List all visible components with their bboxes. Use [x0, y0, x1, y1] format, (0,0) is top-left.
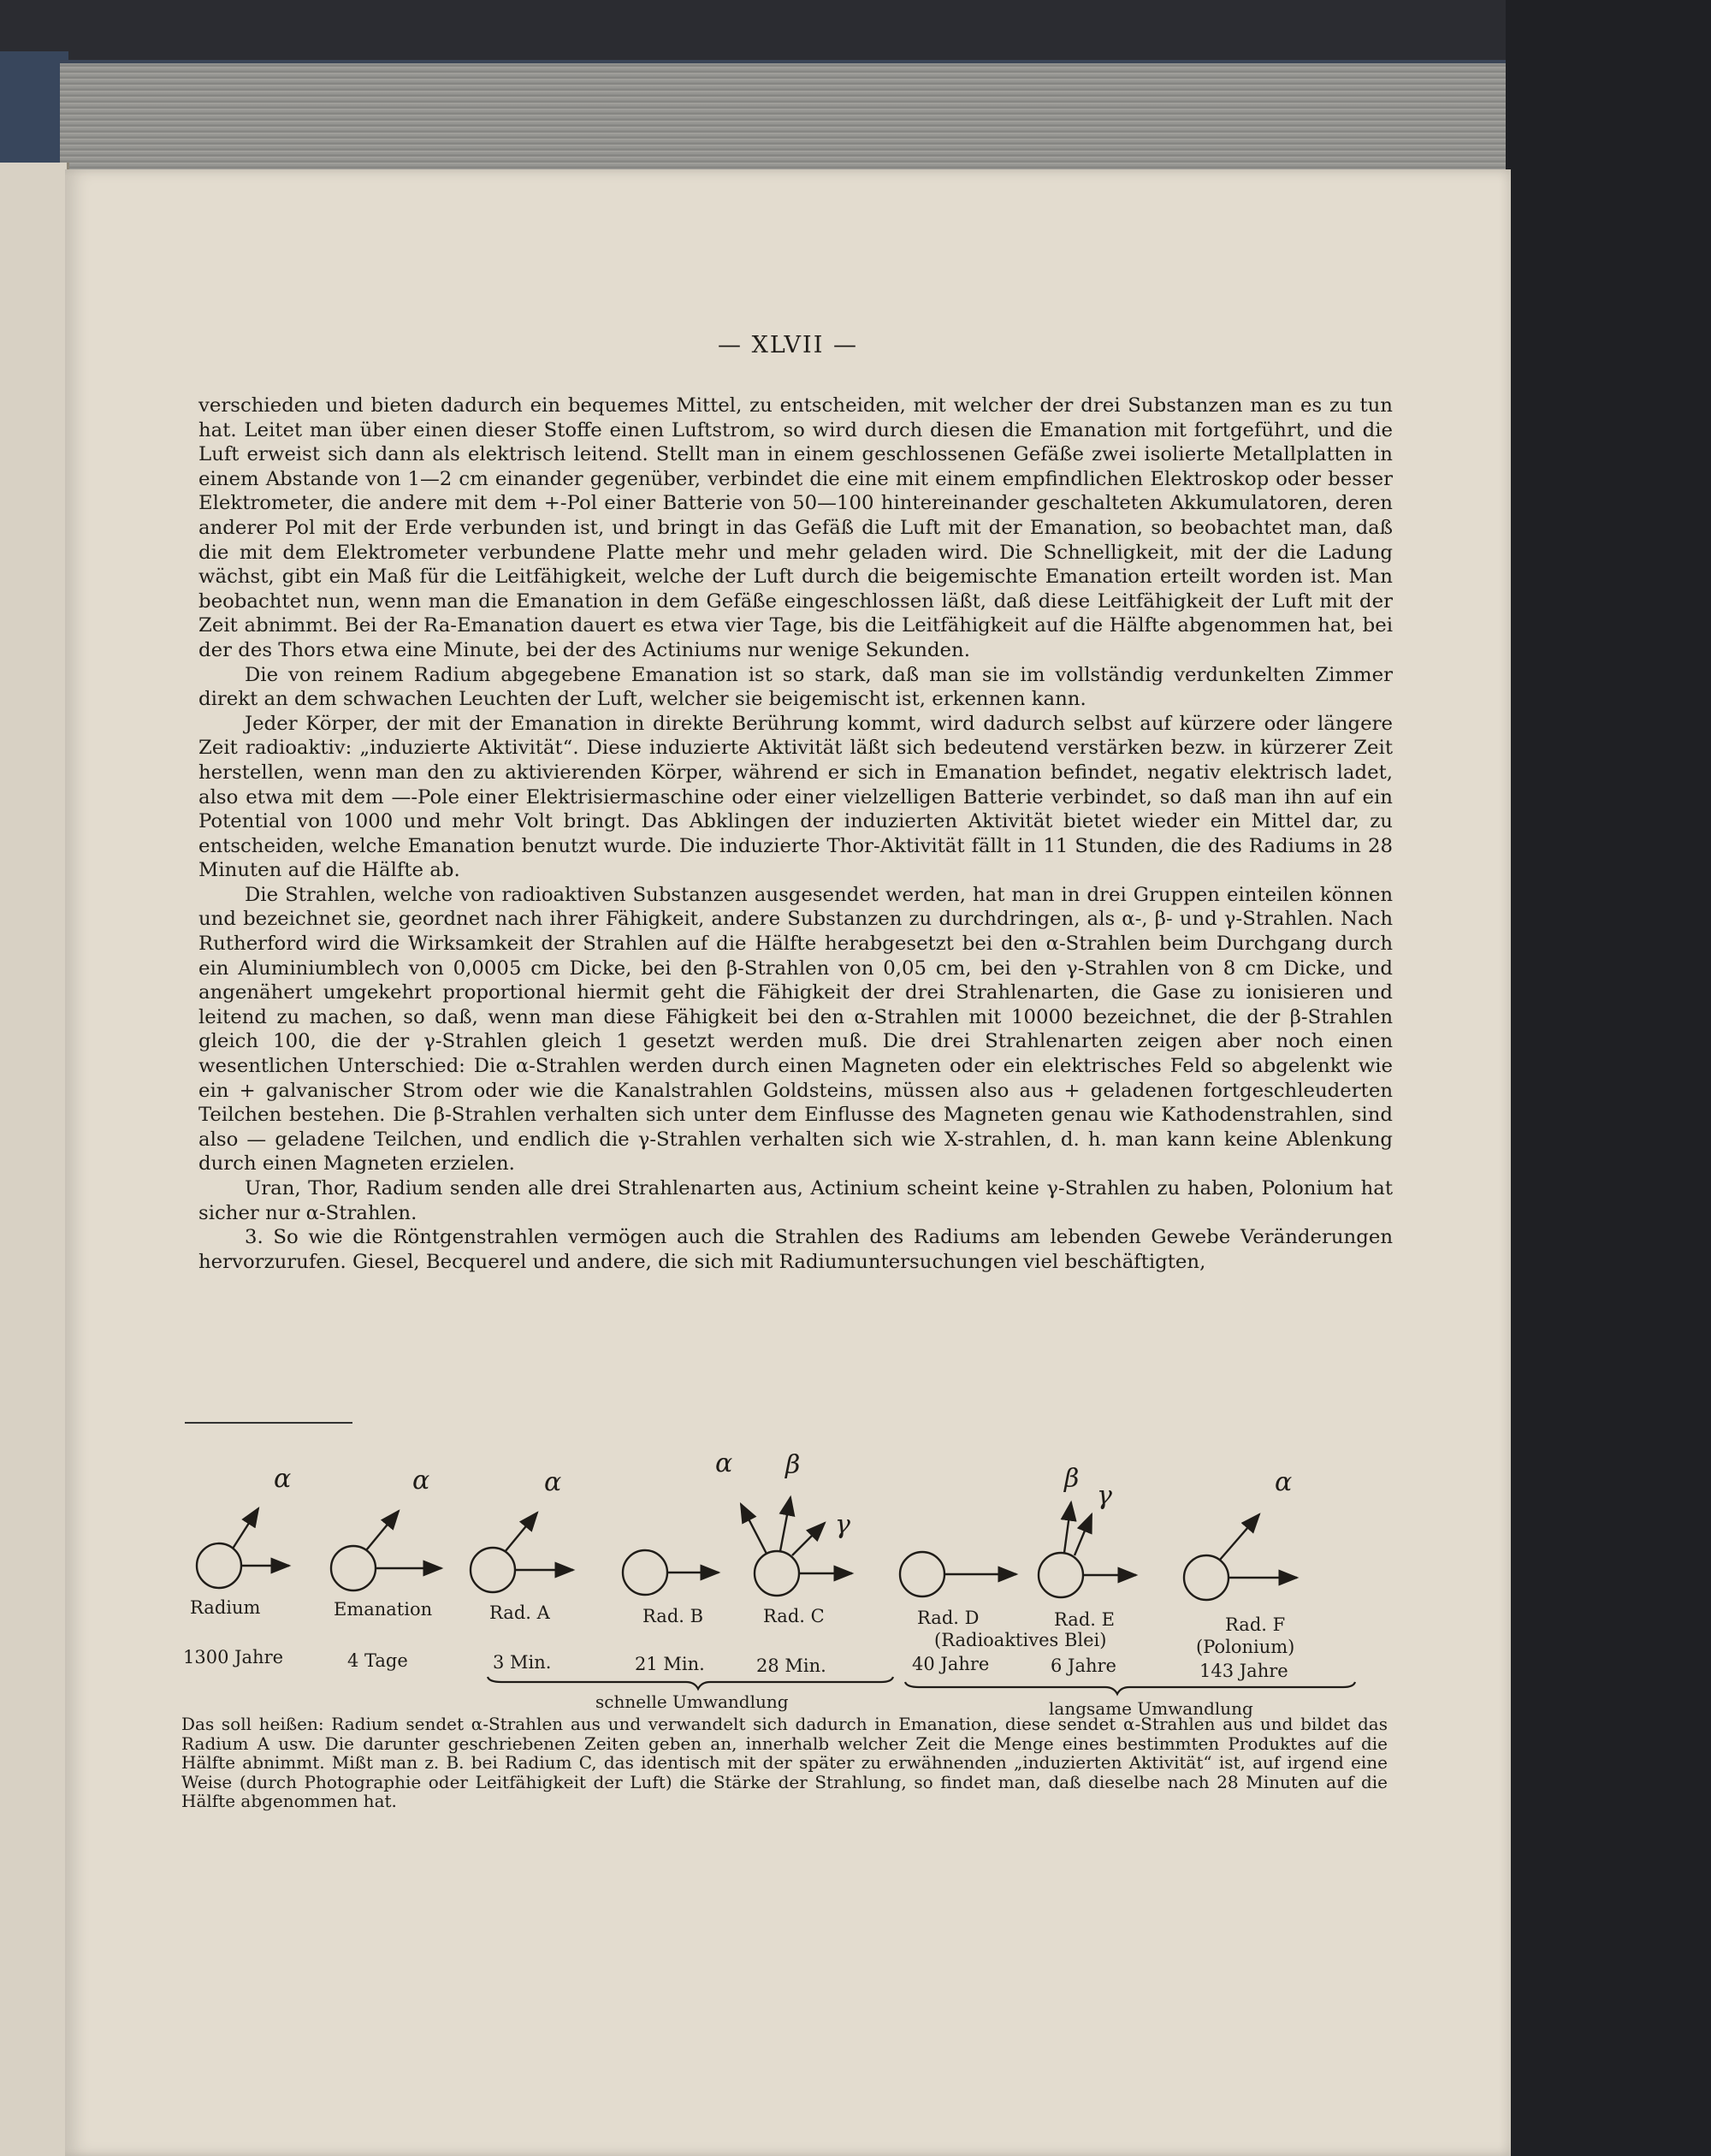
node-rad-d: [900, 1552, 1016, 1596]
ray-label: α: [715, 1448, 733, 1478]
ray-label: α: [274, 1464, 292, 1494]
node-emanation: [331, 1511, 441, 1590]
paragraph: 3. So wie die Röntgenstrahlen vermögen auch die Strahlen des Radiums am lebenden Gewebe Veränderungen hervorzurufen. Giesel, Becquerel und andere, die sich mit Radiumuntersuchungen viel beschäftigten,: [198, 1226, 1393, 1273]
node-label: Rad. E: [1054, 1609, 1115, 1630]
paragraph: Uran, Thor, Radium senden alle drei Strahlenarten aus, Actinium scheint keine γ-Strahlen zu haben, Polonium hat sicher nur α-Strahlen.: [198, 1177, 1393, 1224]
ray-label: γ: [835, 1510, 850, 1540]
group-brace-fast: [488, 1677, 893, 1689]
node-time: 1300 Jahre: [183, 1647, 284, 1667]
ray-alpha: [1220, 1514, 1259, 1560]
node-rad-a: [471, 1513, 573, 1592]
node-time: 143 Jahre: [1199, 1661, 1288, 1681]
node-circle: [471, 1548, 515, 1592]
node-label: Emanation: [334, 1599, 433, 1620]
node-rad-e: [1039, 1502, 1136, 1597]
ray-gamma: [1075, 1514, 1092, 1555]
node-label: Rad. B: [642, 1606, 704, 1626]
ray-gamma: [792, 1523, 825, 1555]
ray-label: β: [785, 1450, 801, 1480]
ray-alpha: [233, 1508, 258, 1549]
page-number: — XLVII —: [718, 332, 858, 358]
node-circle: [900, 1552, 944, 1596]
footnote-text: Das soll heißen: Radium sendet α-Strahlen aus und verwandelt sich dadurch in Emanation, diese sendet α-Strahlen aus und bildet das Radium A usw. Die darunter geschriebenen Zeiten geben an, innerhalb welcher Zeit die Menge eines bestimmten Produktes auf die Hälfte abnimmt. Mißt man z. B. bei Radium C, das identisch mit der später zu erwähnenden „induzierten Aktivität“ ist, auf irgend eine Weise (durch Photographie oder Leitfähigkeit der Luft) die Stärke der Strahlung, so findet man, daß dieselbe nach 28 Minuten auf die Hälfte abgenommen hat.: [181, 1714, 1388, 1811]
ray-beta: [780, 1497, 790, 1551]
paragraph: Die Strahlen, welche von radioaktiven Substanzen ausgesendet werden, hat man in drei Gruppen einteilen können und bezeichnet sie, geordnet nach ihrer Fähigkeit, andere Substanzen zu durchdringen, als α-, β- und γ-Strahlen. Nach Rutherford wird die Wirksamkeit der Strahlen auf die Hälfte herabgesetzt bei den α-Strahlen beim Durchgang durch ein Aluminiumblech von 0,0005 cm Dicke, bei den β-Strahlen von 0,05 cm, bei den γ-Strahlen von 8 cm Dicke, und angenähert umgekehrt proportional hiermit geht die Fähigkeit der drei Strahlenarten, die Gase zu ionisieren und leitend zu machen, so daß, wenn man diese Fähigkeit bei den α-Strahlen mit 10000 bezeichnet, die der β-Strahlen gleich 100, die der γ-Strahlen gleich 1 gesetzt werden muß. Die drei Strahlenarten zeigen aber noch einen wesentlichen Unterschied: Die α-Strahlen werden durch einen Magneten oder ein elektrisches Feld so abgelenkt wie ein + galvanischer Strom oder wie die Kanalstrahlen Goldsteins, müssen also aus + geladenen fortgeschleuderten Teilchen bestehen. Die β-Strahlen verhalten sich unter dem Einflusse des Magneten genau wie Kathodenstrahlen, sind also — geladene Teilchen, und endlich die γ-Strahlen verhalten sich wie X-strahlen, d. h. man kann keine Ablenkung durch einen Magneten erzielen.: [198, 883, 1393, 1176]
node-circle: [331, 1546, 376, 1590]
ray-label: β: [1064, 1464, 1080, 1494]
background-right: [1506, 0, 1711, 2156]
node-sublabel: (Polonium): [1196, 1637, 1295, 1657]
decay-diagram: [65, 169, 1511, 2156]
node-circle: [623, 1550, 667, 1595]
footnote: [181, 1715, 1388, 1811]
node-circle: [755, 1551, 799, 1596]
group-label: schnelle Umwandlung: [595, 1691, 789, 1712]
ray-alpha: [741, 1504, 767, 1554]
book-page: [65, 169, 1511, 2156]
group-brace-slow: [905, 1682, 1355, 1694]
ray-label: γ: [1097, 1481, 1112, 1511]
ray-label: α: [544, 1467, 562, 1497]
ray-label: α: [1275, 1467, 1293, 1497]
paragraph: Die von reinem Radium abgegebene Emanation ist so stark, daß man sie im vollständig verdunkelten Zimmer direkt an dem schwachen Leuchten der Luft, welcher sie beigemischt ist, erkennen kann.: [198, 663, 1393, 711]
node-label: Rad. A: [489, 1602, 550, 1623]
node-circle: [1039, 1553, 1083, 1597]
node-radium: [197, 1508, 289, 1588]
node-time: 40 Jahre: [912, 1654, 990, 1674]
ray-alpha: [505, 1513, 537, 1552]
node-label: Rad. C: [763, 1606, 825, 1626]
node-rad-f: [1184, 1514, 1297, 1600]
ray-alpha: [366, 1511, 399, 1550]
ray-label: α: [412, 1466, 430, 1496]
paragraph: Jeder Körper, der mit der Emanation in direkte Berührung kommt, wird dadurch selbst auf kürzere oder längere Zeit radioaktiv: „induzierte Aktivität“. Diese induzierte Aktivität läßt sich bedeutend verstärken bezw. in kürzerer Zeit herstellen, wenn man den zu aktivierenden Körper, während er sich in Emanation befindet, negativ elektrisch ladet, also etwa mit dem —-Pole einer Elektrisiermaschine oder einer vielzelligen Batterie verbindet, so daß man ihn auf ein Potential von 1000 und mehr Volt bringt. Das Abklingen der induzierten Aktivität bietet wieder ein Mittel dar, zu entscheiden, welche Emanation benutzt wurde. Die induzierte Thor-Aktivität fällt in 11 Stunden, die des Radiums in 28 Minuten auf die Hälfte ab.: [198, 712, 1393, 882]
node-time: 3 Min.: [493, 1652, 552, 1673]
node-time: 28 Min.: [756, 1656, 826, 1676]
node-label: Rad. D: [917, 1608, 980, 1628]
node-sublabel: (Radioaktives Blei): [934, 1630, 1107, 1650]
paragraph: verschieden und bieten dadurch ein bequemes Mittel, zu entscheiden, mit welcher der drei Substanzen man es zu tun hat. Leitet man über einen dieser Stoffe einen Luftstrom, so wird durch diesen die Emanation mit fortgeführt, und die Luft erweist sich dann als elektrisch leitend. Stellt man in einem geschlossenen Gefäße zwei isolierte Metallplatten in einem Abstande von 1—2 cm einander gegenüber, verbindet die eine mit einem empfindlichen Elektroskop oder besser Elektrometer, die andere mit dem +-Pol einer Batterie von 50—100 hintereinander geschalteten Akkumulatoren, deren anderer Pol mit der Erde verbunden ist, und bringt in das Gefäß die Luft mit der Emanation, so beobachtet man, daß die mit dem Elektrometer verbundene Platte mehr und mehr geladen wird. Die Schnelligkeit, mit der die Ladung wächst, gibt ein Maß für die Leitfähigkeit, welche der Luft durch die beigemischte Emanation erteilt worden ist. Man beobachtet nun, wenn man die Emanation in dem Gefäße eingeschlossen läßt, daß diese Leitfähigkeit der Luft mit der Zeit abnimmt. Bei der Ra-Emanation dauert es etwa vier Tage, bis die Leitfähigkeit auf die Hälfte abgenommen hat, bei der des Thors etwa eine Minute, bei der des Actiniums nur wenige Sekunden.: [198, 394, 1393, 661]
node-rad-b: [623, 1550, 719, 1595]
node-circle: [197, 1543, 241, 1588]
page-stack-edge: [60, 60, 1506, 183]
node-time: 4 Tage: [347, 1650, 408, 1671]
node-time: 21 Min.: [635, 1654, 705, 1674]
ray-beta: [1064, 1502, 1071, 1553]
group-label: langsame Umwandlung: [1049, 1698, 1253, 1719]
left-page-edge: [0, 163, 69, 2156]
node-label: Radium: [190, 1597, 261, 1618]
node-circle: [1184, 1555, 1228, 1600]
node-label: Rad. F: [1225, 1614, 1286, 1635]
node-time: 6 Jahre: [1051, 1656, 1116, 1676]
